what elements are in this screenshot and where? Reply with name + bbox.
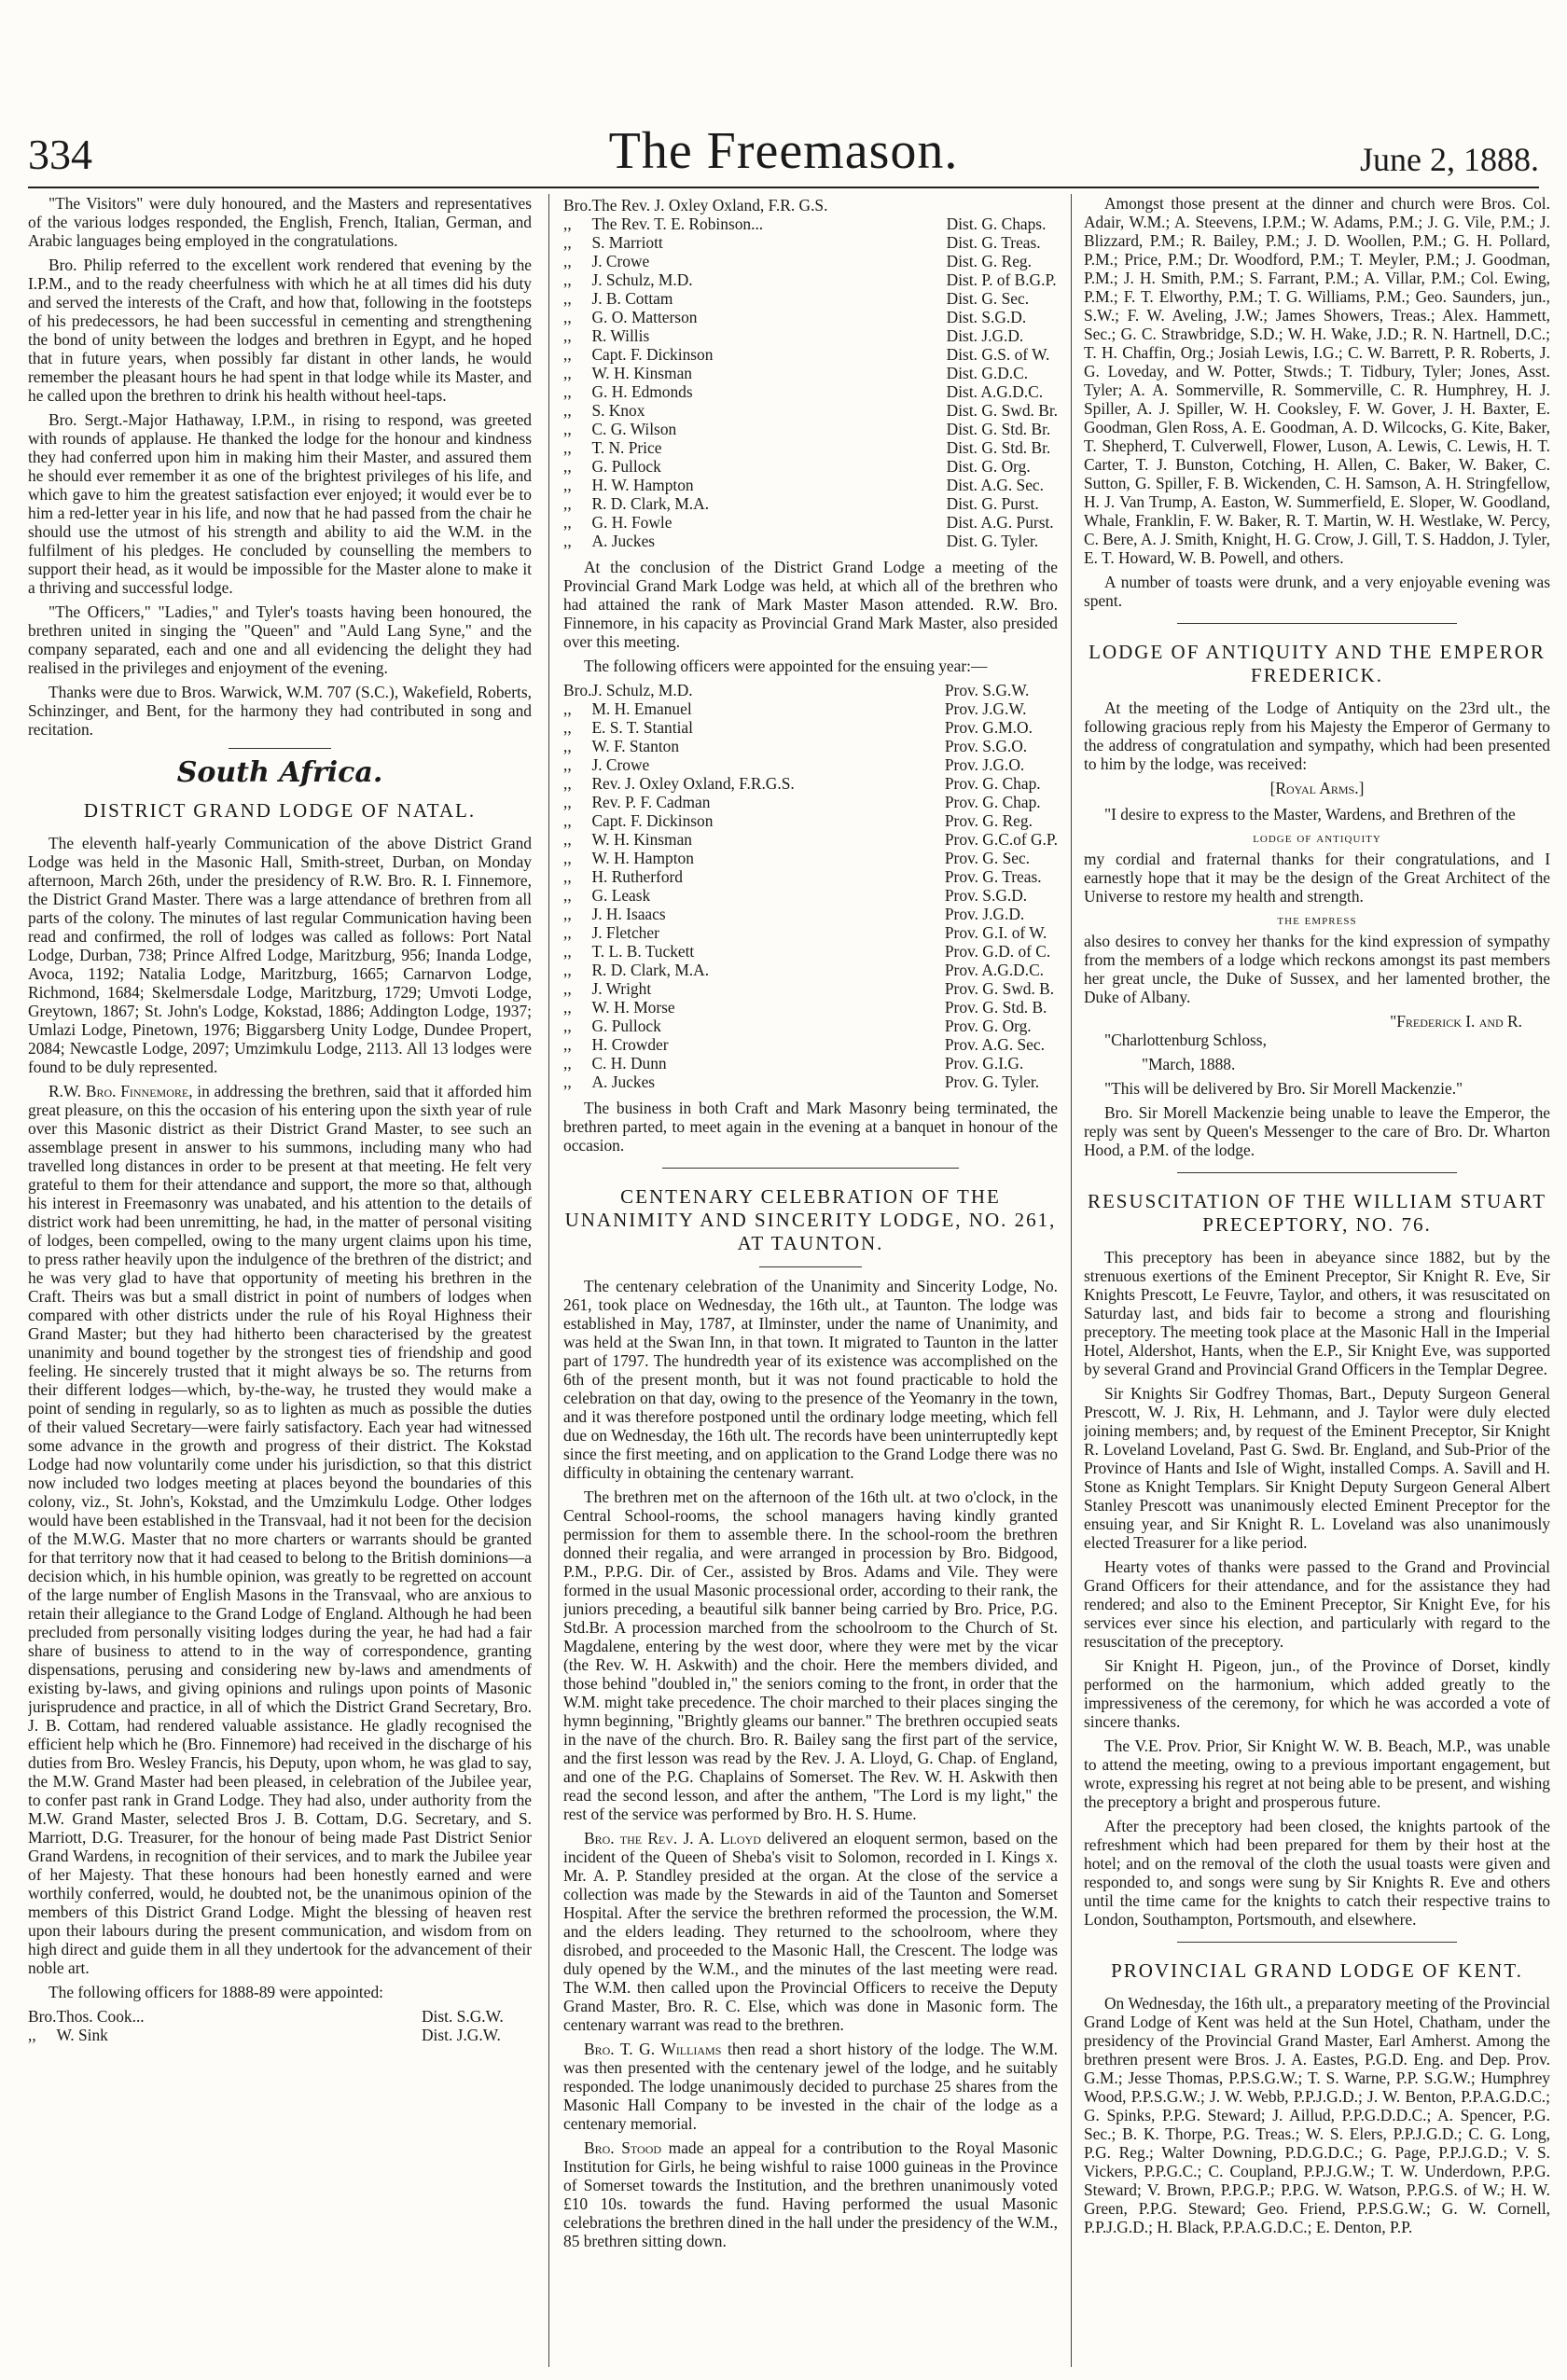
- officer-name: W. Sink: [56, 2026, 108, 2044]
- officer-name: G. O. Matterson: [591, 308, 698, 326]
- divider: [759, 1266, 862, 1267]
- officer-prefix: ,,: [563, 476, 572, 494]
- paragraph: [563, 1829, 1058, 2034]
- divider: [229, 748, 331, 749]
- officer-office: [947, 196, 1058, 214]
- officer-row: [563, 513, 1058, 532]
- officer-prefix: ,,: [563, 811, 572, 830]
- officer-row: [563, 942, 1058, 961]
- officer-row: [563, 438, 1058, 457]
- paragraph: The following officers for 1888-89 were appointed:: [49, 1983, 383, 2001]
- officer-name: R. Willis: [591, 326, 650, 345]
- issue-date: June 2, 1888.: [1360, 141, 1539, 178]
- officer-name: Rev. P. F. Cadman: [591, 793, 711, 811]
- officer-prefix: ,,: [563, 252, 572, 270]
- paragraph: Bro. Sir Morell Mackenzie being unable to leave the Emperor, the reply was sent by Queen's Messenger to the care of Bro. Dr. Wharton Hood, a P.M. of the lodge.: [1084, 1103, 1550, 1159]
- officer-office: Prov. G. Swd. B.: [944, 979, 1055, 998]
- officer-prefix: ,,: [563, 457, 572, 476]
- officer-row: [563, 1017, 1058, 1035]
- officer-prefix: ,,: [563, 1035, 572, 1054]
- divider: [1177, 1942, 1457, 1943]
- officer-name: S. Marriott: [591, 233, 663, 252]
- officer-row: [563, 214, 1058, 233]
- paragraph-body: then read a short history of the lodge. The W.M. was then presented with the centenary jewel of the lodge, and he suitably responded. The lodge unanimously decided to purchase 25 shares from the Masonic Hall Company to be invested in the chair of the lodge as a centenary memorial.: [563, 2040, 1058, 2133]
- paragraph: [563, 2138, 1058, 2250]
- officer-name: R. D. Clark, M.A.: [591, 494, 710, 513]
- officer-name: G. Leask: [591, 886, 651, 905]
- paragraph: "I desire to express to the Master, Wardens, and Brethren of the: [1104, 805, 1516, 823]
- column-2: [563, 194, 1058, 2373]
- officer-office: Prov. G. Org.: [944, 1017, 1032, 1035]
- officer-name: Thos. Cook...: [56, 2007, 145, 2026]
- officer-office: Dist. G. Org.: [946, 457, 1031, 476]
- officer-name: S. Knox: [591, 401, 645, 420]
- officer-row: [563, 308, 1058, 326]
- officer-prefix: ,,: [563, 942, 572, 961]
- officer-prefix: ,,: [563, 494, 572, 513]
- officer-prefix: Bro.: [28, 2007, 57, 2026]
- officer-prefix: Bro.: [563, 681, 592, 699]
- paragraph: The centenary celebration of the Unanimity and Sincerity Lodge, No. 261, took place on Wednesday, the 16th ult., at Taunton. The lodge was established in May, 1787, at Ilminster, under the name of Unanimity, and was held at the Swan Inn, in that town. It migrated to Taunton in the latter part of 1797. The hundredth year of its existence was accomplished on the 6th of the present month, but it was not found practicable to hold the celebration on that day, owing to the presence of the Yeomanry in the town, and it was therefore postponed until the ordinary lodge meeting, which fell due on Wednesday, the 16th ult. The records have been uninterruptedly kept since the first meeting, and on application to the Grand Lodge there was no difficulty in obtaining the centenary warrant.: [563, 1277, 1058, 1482]
- officer-office: Prov. S.G.W.: [944, 681, 1030, 699]
- officer-office: Dist. J.G.D.: [946, 326, 1024, 345]
- paragraph: A number of toasts were drunk, and a very enjoyable evening was spent.: [1084, 573, 1550, 610]
- officer-prefix: ,,: [563, 1017, 572, 1035]
- officer-office: Dist. G. Reg.: [946, 252, 1032, 270]
- divider: [1177, 1172, 1457, 1173]
- paragraph: Sir Knights Sir Godfrey Thomas, Bart., Deputy Surgeon General Prescott, W. J. Rix, H. Lehmann, and J. Taylor were duly elected joining members; and, by request of the Eminent Preceptor, Sir Knight R. Loveland Loveland, Past G. Swd. Br. England, and Sub-Prior of the Province of Hants and Isle of Wight, installed Comps. A. Savill and H. Stone as Knight Templars. Sir Knight Deputy Surgeon General Albert Stanley Prescott was unanimously elected Eminent Preceptor for the ensuing year, and Sir Knight R. L. Loveland was also unanimously elected Treasurer for a like period.: [1084, 1384, 1550, 1552]
- officer-prefix: ,,: [563, 308, 572, 326]
- section-title: South Africa.: [176, 756, 383, 789]
- officer-prefix: ,,: [563, 401, 572, 420]
- officer-name: T. L. B. Tuckett: [591, 942, 695, 961]
- officer-office: Dist. S.G.D.: [946, 308, 1027, 326]
- officer-prefix: ,,: [563, 849, 572, 867]
- paragraph: The brethren met on the afternoon of the 16th ult. at two o'clock, in the Central School-rooms, the school managers having kindly granted permission for them to assemble there. In the school-room the brethren donned their regalia, and were arranged in procession by Bro. Bidgood, P.M., P.P.G. Dir. of Cer., assisted by Bros. Adams and Vile. They were formed in the usual Masonic processional order, according to their rank, the juniors preceding, a beautiful silk banner being carried by Bro. Price, P.G. Std.Br. A procession marched from the schoolroom to the Church of St. Magdalene, entering by the west door, where they were met by the vicar (the Rev. W. H. Askwith) and the choir. Here the members divided, and those behind "doubled in," the seniors coming to the front, in order that the W.M. might take precedence. The choir marched to their places singing the hymn beginning, "Brightly gleams our banner." The brethren occupied seats in the nave of the church. Bro. R. Bailey sang the first part of the service, and the first lesson was read by the Rev. J. A. Lloyd, G. Chap. of England, and one of the P.G. Chaplains of Somerset. The Rev. W. H. Askwith then read the second lesson, and after the anthem, "The Lord is my light," the rest of the service was performed by Bro. H. S. Hume.: [563, 1488, 1058, 1823]
- place-line: "Charlottenburg Schloss,: [1104, 1031, 1267, 1049]
- divider: [1177, 623, 1457, 624]
- paragraph: The V.E. Prov. Prior, Sir Knight W. W. B. Beach, M.P., was unable to attend the meeting, owing to a previous important engagement, but wrote, expressing his regret at not being able to be present, and wishing the preceptory a bright and prosperous future.: [1084, 1737, 1550, 1811]
- officer-name: W. H. Kinsman: [591, 364, 692, 382]
- officer-prefix: ,,: [563, 513, 572, 532]
- officer-office: Prov. A.G.D.C.: [944, 961, 1045, 979]
- officer-row: [563, 420, 1058, 438]
- paragraph: Amongst those present at the dinner and church were Bros. Col. Adair, W.M.; A. Steevens, I.P.M.; W. Adams, P.M.; J. G. Vile, P.M.; J. Blizzard, P.M.; R. Bailey, P.M.; J. D. Woollen, P.M.; G. H. Pollard, P.M.; Price, P.M.; Dr. Woodford, P.M.; T. Meyler, P.M.; J. Goodman, P.M.; J. H. Smith, P.M.; S. Farrant, P.M.; A. Villar, P.M.; Col. Ewing, P.M.; F. T. Elworthy, P.M.; T. G. Williams, P.M.; Geo. Saunders, jun., S.W.; F. W. Aveling, J.W.; James Showers, Treas.; Alex. Hammett, Sec.; G. C. Strawbridge, S.D.; W. H. Wake, J.D.; R. N. Hartnell, D.C.; T. H. Chaffin, Org.; Josiah Lewis, I.G.; C. W. Barrett, P. R. Roberts, J. G. Loveday, and W. Potter, Stwds.; T. Tidbury, Tyler; Jones, Asst. Tyler; A. A. Sommerville, R. Sommerville, C. R. Humphrey, H. J. Spiller, A. J. Spiller, W. H. Cooksley, F. W. Gover, J. H. Baxter, E. Goodman, Glen Ross, A. E. Goodman, A. D. Wilcocks, G. Kite, Baker, T. Shepherd, T. Culverwell, Flower, Luson, A. Lewis, C. Lewis, H. T. Carter, T. J. Bunston, Cotching, H. Allen, C. Baker, W. Baker, C. Sutton, G. Spiller, F. B. Wickenden, C. H. Samson, A. H. Stringfellow, H. J. Van Trump, A. Easton, W. Summerfield, E. Sloper, W. Goodland, Whale, Franklin, F. W. Baker, R. T. Martin, W. H. Westlake, W. Percy, C. Bere, A. J. Smith, Knight, H. G. Crow, J. Gill, T. S. Haddon, J. Tyler, E. T. Howard, W. B. Powell, and others.: [1084, 194, 1550, 567]
- officer-name: W. H. Hampton: [591, 849, 694, 867]
- officer-office: Dist. G. Std. Br.: [946, 438, 1051, 457]
- officer-row: [563, 1072, 1058, 1091]
- officer-name: C. H. Dunn: [591, 1054, 667, 1072]
- officer-row: [563, 532, 1058, 550]
- officer-name: G. H. Fowle: [591, 513, 673, 532]
- small-caps-heading: lodge of antiquity: [1253, 830, 1381, 846]
- officer-office: Prov. J.G.W.: [944, 699, 1027, 718]
- officer-row: [563, 979, 1058, 998]
- officer-name: A. Juckes: [591, 532, 656, 550]
- officer-office: Prov. S.G.D.: [944, 886, 1028, 905]
- officer-row: [563, 886, 1058, 905]
- officer-name: J. Schulz, M.D.: [591, 681, 693, 699]
- officer-office: Dist. J.G.W.: [422, 2026, 501, 2044]
- officer-name: The Rev. T. E. Robinson...: [591, 214, 764, 233]
- officer-office: Prov. J.G.O.: [944, 755, 1025, 774]
- officer-name: H. Rutherford: [591, 867, 683, 886]
- officer-name: Capt. F. Dickinson: [591, 811, 714, 830]
- officer-prefix: ,,: [563, 326, 572, 345]
- officer-row: [563, 401, 1058, 420]
- officer-prefix: ,,: [563, 699, 572, 718]
- officer-prefix: ,,: [563, 532, 572, 550]
- officer-name: H. Crowder: [591, 1035, 669, 1054]
- paragraph-body: delivered an eloquent sermon, based on the incident of the Queen of Sheba's visit to Solomon, recorded in I. Kings x. Mr. A. P. Standley presided at the organ. At the close of the service a collection was made by the Stewards in aid of the Taunton and Somerset Hospital. After the service the brethren reformed the procession, the W.M. and the elders leading. They returned to the schoolroom, where they disrobed, and proceeded to the Masonic Hall, the Crescent. The lodge was duly opened by the W.M., and the minutes of the last meeting were read. The W.M. then called upon the Provincial Officers to receive the Deputy Grand Master, Bro. R. C. Else, which was done in Masonic form. The centenary warrant was read to the brethren.: [563, 1829, 1058, 2034]
- officer-name: J. Fletcher: [591, 923, 659, 942]
- officer-row: [563, 849, 1058, 867]
- paragraph: "The Visitors" were duly honoured, and the Masters and representatives of the various lodges responded, the English, French, Italian, German, and Arabic languages being employed in the congratulations.: [28, 194, 532, 250]
- officer-name: C. G. Wilson: [591, 420, 677, 438]
- officer-office: Prov. G.C.of G.P.: [944, 830, 1058, 849]
- officer-prefix: ,,: [563, 289, 572, 308]
- officer-row: [563, 476, 1058, 494]
- officers-table: [563, 681, 1058, 1091]
- officer-office: Prov. G. Reg.: [944, 811, 1033, 830]
- officer-prefix: ,,: [563, 774, 572, 793]
- officer-office: Dist. G. Chaps.: [946, 214, 1047, 233]
- officer-prefix: ,,: [563, 793, 572, 811]
- officer-name: W. H. Kinsman: [591, 830, 692, 849]
- officer-office: Prov. S.G.O.: [944, 737, 1028, 755]
- article-heading: LODGE OF ANTIQUITY AND THE EMPEROR FREDERICK.: [1089, 641, 1546, 686]
- officer-office: Dist. A.G.D.C.: [946, 382, 1044, 401]
- officer-name: The Rev. J. Oxley Oxland, F.R. G.S.: [591, 196, 828, 214]
- officer-office: Dist. S.G.W.: [422, 2007, 504, 2026]
- officer-row: [563, 364, 1058, 382]
- officer-prefix: ,,: [563, 1054, 572, 1072]
- officer-row: [28, 2007, 532, 2026]
- officer-prefix: ,,: [563, 961, 572, 979]
- officer-name: J. H. Isaacs: [591, 905, 666, 923]
- officer-row: [563, 270, 1058, 289]
- paragraph: [28, 1082, 532, 1977]
- officer-prefix: ,,: [563, 886, 572, 905]
- officer-office: Prov. G.I. of W.: [944, 923, 1047, 942]
- officer-name: J. B. Cottam: [591, 289, 673, 308]
- officer-office: Prov. G.D. of C.: [944, 942, 1051, 961]
- officer-row: [563, 830, 1058, 849]
- officer-row: [563, 755, 1058, 774]
- paragraph: On Wednesday, the 16th ult., a preparatory meeting of the Provincial Grand Lodge of Kent was held at the Sun Hotel, Chatham, under the presidency of the Provincial Grand Master, Earl Amherst. Among the brethren present were Bros. J. A. Eastes, P.G.D. Eng. and Dep. Prov. G.M.; Jesse Thomas, P.P.S.G.W.; T. S. Warne, P.P. S.G.W.; Humphrey Wood, P.P.S.G.W.; J. W. Webb, P.P.J.G.D.; J. W. Benton, P.P.A.G.D.C.; G. Spinks, P.P.G. Steward; J. Aillud, P.P.G.D.D.C.; A. Spencer, P.G. Sec.; B. K. Thorpe, P.G. Treas.; W. S. Elers, P.P.J.G.D.; C. G. Long, P.G. Reg.; Walter Downing, P.D.G.D.C.; G. Page, P.P.J.G.D.; V. S. Vickers, P.P.G.C.; C. Coupland, P.P.J.G.W.; T. W. Underdown, P.P.G. Steward; V. Brown, P.P.G.P.; P.P.G. W. Watson, P.P.G.S. of W.; H. W. Green, P.P.G. Steward; Geo. Friend, P.P.S.G.W.; G. W. Cornell, P.P.J.G.D.; H. Black, P.P.A.G.D.C.; E. Denton, P.P.: [1084, 1994, 1550, 2236]
- officer-row: [28, 2026, 532, 2044]
- officer-row: [563, 345, 1058, 364]
- column-rule: [1071, 194, 1072, 2367]
- officer-office: Dist. A.G. Purst.: [946, 513, 1054, 532]
- officer-row: [563, 326, 1058, 345]
- officer-row: [563, 923, 1058, 942]
- page-number: 334: [28, 131, 92, 178]
- divider: [662, 1168, 959, 1169]
- officer-name: A. Juckes: [591, 1072, 656, 1091]
- officer-row: [563, 382, 1058, 401]
- officer-row: [563, 998, 1058, 1017]
- officer-row: [563, 494, 1058, 513]
- officer-prefix: ,,: [563, 998, 572, 1017]
- officer-row: [563, 252, 1058, 270]
- officer-name: J. Wright: [591, 979, 652, 998]
- officer-prefix: ,,: [563, 270, 572, 289]
- newspaper-title: The Freemason.: [608, 122, 959, 180]
- officer-prefix: ,,: [563, 345, 572, 364]
- officer-office: Prov. G. Std. B.: [944, 998, 1047, 1017]
- column-rule: [548, 194, 549, 2367]
- article-heading: DISTRICT GRAND LODGE OF NATAL.: [83, 799, 477, 822]
- paragraph: Bro. Philip referred to the excellent work rendered that evening by the I.P.M., and to the ready cheerfulness with which he at all times did his duty and served the interests of the Craft, and how that, following in the footsteps of his predecessors, he had been successful in cementing and strengthening the bond of unity between the lodges and brethren in Egypt, and he hoped that in future years, when possibly far distant in other lands, he would remember the pleasant hours he had spent in that lodge while its Master, and he called upon the brethren to drink his health without heel-taps.: [28, 256, 532, 405]
- officer-name: M. H. Emanuel: [591, 699, 692, 718]
- officer-office: Dist. G. Swd. Br.: [946, 401, 1058, 420]
- officer-office: Dist. P. of B.G.P.: [946, 270, 1057, 289]
- officer-office: Prov. G. Tyler.: [944, 1072, 1040, 1091]
- column-3: [1084, 194, 1550, 2373]
- officer-name: H. W. Hampton: [591, 476, 694, 494]
- paragraph: After the preceptory had been closed, the knights partook of the refreshment which had been prepared for them by their host at the hotel; and on the removal of the cloth the usual toasts were given and responded to, and songs were sung by Sir Knights R. Eve and others until the time came for the knights to catch their respective trains to London, Southampton, Portsmouth, and elsewhere.: [1084, 1817, 1550, 1929]
- officer-row: [563, 718, 1058, 737]
- signature: "Frederick I. and R.: [1390, 1012, 1522, 1031]
- officer-prefix: ,,: [563, 233, 572, 252]
- paragraph: my cordial and fraternal thanks for their congratulations, and I earnestly hope that it may be the design of the Great Architect of the Universe to restore my health and strength.: [1084, 850, 1550, 906]
- officer-name: Rev. J. Oxley Oxland, F.R.G.S.: [591, 774, 795, 793]
- officer-row: [563, 289, 1058, 308]
- officer-office: Dist. G. Tyler.: [946, 532, 1039, 550]
- officer-prefix: ,,: [563, 737, 572, 755]
- lead-name: Bro. T. G. Williams: [584, 2040, 722, 2058]
- paragraph: also desires to convey her thanks for the kind expression of sympathy from the members of a lodge which reckons amongst its past members her great uncle, the Duke of Sussex, and her lamented brother, the Duke of Albany.: [1084, 932, 1550, 1006]
- officer-name: Capt. F. Dickinson: [591, 345, 714, 364]
- paragraph-body: in addressing the brethren, said that it afforded him great pleasure, on this the occasion of his entering upon the sixth year of rule over this Masonic district as their District Grand Master, to see such an assemblage present in answer to his summons, including many who had travelled long distances in order to be present at that meeting. He felt very grateful to them for their attendance and support, the more so that, although his interest in Freemasonry was unabated, and his attention to the details of district work had been unremitting, he had, in the matter of personal visiting of lodges, been compelled, owing to the many urgent claims upon his time, to press rather heavily upon the indulgence of the brethren of the district; and he was very glad to have that opportunity of meeting his brethren in the Craft. Theirs was but a small district in point of numbers of lodges when compared with other districts under the rule of his Royal Highness their Grand Master; but they had hitherto been characterised by the greatest unanimity and bound together by the strongest ties of friendship and good feeling. He sincerely trusted that it might always be so. The returns from their different lodges—which, by-the-way, he trusted they would make a point of sending in regularly, so as to lighten as much as possible the duties of their valued Secretary—were fairly satisfactory. Each year had witnessed some advance in the growth and progress of their district. The Kokstad Lodge had now voluntarily come under his jurisdiction, so that this district now included two lodges meeting at places beyond the boundaries of this colony, viz., St. John's, Kokstad, and the Umzimkulu Lodge. Other lodges would have been established in the Transvaal, had it not been for the decision of the M.W.G. Master that no more charters or warrants should be granted for that territory now that it had ceased to belong to the British dominions—a decision which, in his humble opinion, was greatly to be regretted on account of the large number of English Masons in the Transvaal, who are anxious to retain their allegiance to the Grand Lodge of England. Although he had been precluded from personally visiting lodges during the year, he had had a fair share of business to attend to in the way of correspondence, granting dispensations, perusing and considering new by-laws and amendments of existing by-laws, and giving opinions and rulings upon points of Masonic jurisprudence and practice, in all of which the District Grand Secretary, Bro. J. B. Cottam, had rendered valuable assistance. He gladly recognised the efficient help which he (Bro. Finnemore) had received in the discharge of his duties from Bro. Wesley Francis, his Deputy, upon whom, he was glad to say, the M.W. Grand Master had been pleased, in celebration of the Jubilee year, to confer past rank in Grand Lodge. They had also, under authority from the M.W. Grand Master, selected Bros J. B. Cottam, D.G. Secretary, and S. Marriott, D.G. Treasurer, for the honour of being made Past District Senior Grand Wardens, in recognition of their services, and to mark the Jubilee year of her Majesty. That these honours had been honestly earned and were worthily conferred, would, he doubted not, be the unanimous opinion of the members of this District Grand Lodge. Might the blessing of heaven rest upon their labours during the present communication, and wisdom from on high direct and guide them in all they undertook for the advancement of their noble art.: [28, 1082, 532, 1977]
- paragraph: This preceptory has been in abeyance since 1882, but by the strenuous exertions of the Eminent Preceptor, Sir Knight R. Eve, Sir Knights Prescott, Le Feuvre, Taylor, and others, it was resuscitated on Saturday last, and bids fair to become a strong and flourishing preceptory. The meeting took place at the Masonic Hall in the Imperial Hotel, Aldershot, Hants, when the E.P., Sir Knight Eve, was supported by several Grand and Provincial Grand Officers in the Templar Degree.: [1084, 1248, 1550, 1378]
- officer-name: J. Schulz, M.D.: [591, 270, 693, 289]
- officer-row: [563, 793, 1058, 811]
- small-caps-heading: the empress: [1277, 912, 1357, 928]
- officer-row: [563, 1054, 1058, 1072]
- officer-prefix: ,,: [563, 364, 572, 382]
- officer-row: [563, 457, 1058, 476]
- officers-table: [563, 196, 1058, 550]
- paragraph: Hearty votes of thanks were passed to the Grand and Provincial Grand Officers for their attendance, and for the assistance they had rendered; and also to the Eminent Preceptor, Sir Knight Eve, for his services ever since his election, and particularly with regard to the resuscitation of the preceptory.: [1084, 1557, 1550, 1651]
- officer-prefix: ,,: [28, 2026, 36, 2044]
- officer-row: [563, 699, 1058, 718]
- officer-name: J. Crowe: [591, 755, 650, 774]
- paragraph: At the meeting of the Lodge of Antiquity on the 23rd ult., the following gracious reply from his Majesty the Emperor of Germany to the address of congratulation and sympathy, which had been presented to him by the lodge, was received:: [1084, 699, 1550, 773]
- paragraph: "This will be delivered by Bro. Sir Morell Mackenzie.": [1104, 1079, 1463, 1098]
- officer-row: [563, 905, 1058, 923]
- officer-office: Dist. G. Std. Br.: [946, 420, 1051, 438]
- masthead: [28, 112, 1539, 188]
- paragraph: At the conclusion of the District Grand Lodge a meeting of the Provincial Grand Mark Lodge was held, at which all of the brethren who had attained the rank of Mark Master Mason attended. R.W. Bro. Finnemore, in his capacity as Provincial Grand Mark Master, also presided over this meeting.: [563, 558, 1058, 651]
- article-heading: RESUSCITATION OF THE WILLIAM STUART PRECEPTORY, NO. 76.: [1087, 1190, 1547, 1236]
- column-1: [28, 194, 532, 2373]
- officer-prefix: ,,: [563, 438, 572, 457]
- officer-name: G. Pullock: [591, 457, 661, 476]
- article-heading: PROVINCIAL GRAND LODGE OF KENT.: [1111, 1959, 1523, 1982]
- officer-office: Prov. G. Sec.: [944, 849, 1031, 867]
- officer-prefix: Bro.: [563, 196, 592, 214]
- officer-row: [563, 233, 1058, 252]
- officer-row: [563, 867, 1058, 886]
- officer-row: [563, 774, 1058, 793]
- officer-prefix: ,,: [563, 214, 572, 233]
- officer-prefix: ,,: [563, 755, 572, 774]
- officer-name: G. Pullock: [591, 1017, 661, 1035]
- place-date-line: "March, 1888.: [1142, 1055, 1236, 1073]
- officer-office: Prov. G. Treas.: [944, 867, 1042, 886]
- lead-name: Bro. the Rev. J. A. Lloyd: [584, 1829, 761, 1847]
- officer-office: Dist. G. Sec.: [946, 289, 1030, 308]
- officer-prefix: ,,: [563, 718, 572, 737]
- paragraph: Thanks were due to Bros. Warwick, W.M. 707 (S.C.), Wakefield, Roberts, Schinzinger, and Bent, for the harmony they had contributed in song and recitation.: [28, 683, 532, 739]
- officer-office: Dist. G.S. of W.: [946, 345, 1050, 364]
- officer-name: W. F. Stanton: [591, 737, 680, 755]
- officer-office: Prov. J.G.D.: [944, 905, 1025, 923]
- officer-name: T. N. Price: [591, 438, 662, 457]
- officer-office: Prov. G.I.G.: [944, 1054, 1024, 1072]
- officer-office: Prov. G.M.O.: [944, 718, 1033, 737]
- officer-row: [563, 737, 1058, 755]
- officer-prefix: ,,: [563, 905, 572, 923]
- officer-office: Dist. A.G. Sec.: [946, 476, 1044, 494]
- officer-office: Dist. G.D.C.: [946, 364, 1029, 382]
- officer-office: Prov. G. Chap.: [944, 793, 1041, 811]
- officer-prefix: ,,: [563, 923, 572, 942]
- officer-row: [563, 961, 1058, 979]
- officer-row: [563, 1035, 1058, 1054]
- officer-office: Prov. G. Chap.: [944, 774, 1041, 793]
- paragraph: The eleventh half-yearly Communication of the above District Grand Lodge was held in the Masonic Hall, Smith-street, Durban, on Monday afternoon, March 26th, under the presidency of R.W. Bro. R. I. Finnemore, the District Grand Master. There was a large attendance of brethren from all parts of the colony. The minutes of last regular Communication having been read and confirmed, the roll of lodges was called as follows: Port Natal Lodge, Durban, 738; Prince Alfred Lodge, Maritzburg, 956; Inanda Lodge, Avoca, 1192; Natalia Lodge, Maritzburg, 1665; Carnarvon Lodge, Richmond, 1684; Skelmersdale Lodge, Maritzburg, 1729; Umvoti Lodge, Greytown, 1867; St. John's Lodge, Kokstad, 1886; Addington Lodge, 1937; Umlazi Lodge, Pinetown, 1976; Biggarsberg Unity Lodge, Dundee Propert, 2084; Newcastle Lodge, 2097; Umzimkulu Lodge, 2113. All 13 lodges were found to be duly represented.: [28, 834, 532, 1076]
- officer-prefix: ,,: [563, 867, 572, 886]
- officer-name: R. D. Clark, M.A.: [591, 961, 710, 979]
- paragraph: [563, 2040, 1058, 2133]
- officer-office: Dist. G. Purst.: [946, 494, 1039, 513]
- paragraph: Bro. Sergt.-Major Hathaway, I.P.M., in rising to respond, was greeted with rounds of applause. He thanked the lodge for the honour and kindness they had conferred upon him in making him their Master, and assured them he should ever remember it as one of the brightest privileges of his life, and which gave to him the greatest satisfaction ever enjoyed; it would ever be to him a red-letter year in his life, and now that he had passed from the chair he should use the utmost of his strength and ability to aid the W.M. in the fulfilment of his pledges. He concluded by counselling the members to support their head, as it would be impossible for the Master alone to make it a thriving and successful lodge.: [28, 410, 532, 597]
- officer-office: Dist. G. Treas.: [946, 233, 1041, 252]
- officer-prefix: ,,: [563, 979, 572, 998]
- lead-name: Bro. Stood: [584, 2138, 662, 2157]
- officer-name: G. H. Edmonds: [591, 382, 693, 401]
- paragraph: Sir Knight H. Pigeon, jun., of the Province of Dorset, kindly performed on the harmonium, which added greatly to the impressiveness of the ceremony, for which he was accorded a vote of sincere thanks.: [1084, 1656, 1550, 1731]
- officer-row: [563, 196, 1058, 214]
- officer-row: [563, 681, 1058, 699]
- paragraph: The following officers were appointed for the ensuing year:—: [584, 657, 988, 675]
- paragraph-body: made an appeal for a contribution to the Royal Masonic Institution for Girls, he being wishful to raise 1000 guineas in the Province of Somerset towards the Institution, and the brethren unanimously voted £10 10s. towards the fund. Having performed the usual Masonic celebrations the brethren dined in the hall under the presidency of the W.M., 85 brethren sitting down.: [563, 2138, 1058, 2250]
- officer-prefix: ,,: [563, 830, 572, 849]
- officer-office: Prov. A.G. Sec.: [944, 1035, 1045, 1054]
- lead-name: R.W. Bro. Finnemore,: [49, 1082, 193, 1100]
- officer-row: [563, 811, 1058, 830]
- officer-name: E. S. T. Stantial: [591, 718, 693, 737]
- officer-name: W. H. Morse: [591, 998, 675, 1017]
- officer-prefix: ,,: [563, 1072, 572, 1091]
- royal-arms-caption: [Royal Arms.]: [1269, 779, 1365, 797]
- article-heading: CENTENARY CELEBRATION OF THE UNANIMITY AND SINCERITY LODGE, NO. 261, AT TAUNTON.: [564, 1185, 1057, 1254]
- officer-name: J. Crowe: [591, 252, 650, 270]
- officer-prefix: ,,: [563, 382, 572, 401]
- officers-table: [28, 2007, 532, 2044]
- officer-prefix: ,,: [563, 420, 572, 438]
- paragraph: "The Officers," "Ladies," and Tyler's toasts having been honoured, the brethren united in singing the "Queen" and "Auld Lang Syne," and the company separated, each and one and all evidencing the delight they had realised in the privileges and enjoyment of the evening.: [28, 602, 532, 677]
- paragraph: The business in both Craft and Mark Masonry being terminated, the brethren parted, to meet again in the evening at a banquet in honour of the occasion.: [563, 1099, 1058, 1155]
